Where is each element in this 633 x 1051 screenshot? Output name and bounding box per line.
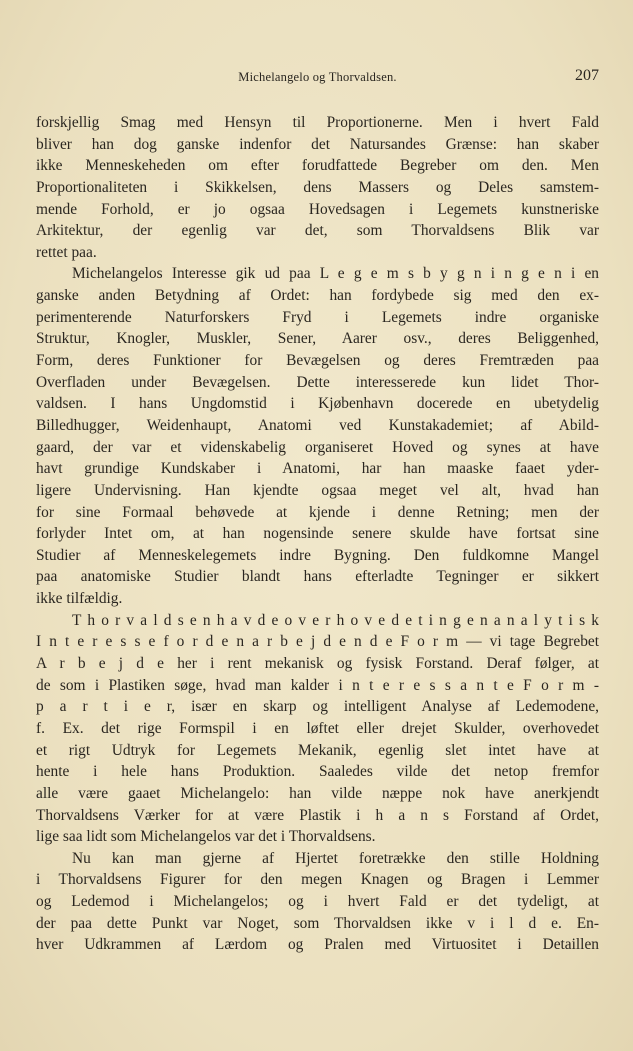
text-line: rettet paa. — [36, 243, 97, 261]
text-line: gaard, der var et videnskabelig organiseret Hoved og synes at have — [36, 438, 599, 456]
text-line: havt grundige Kundskaber i Anatomi, har han maaske faaet yder- — [36, 460, 599, 478]
body-text — [36, 112, 599, 956]
text-line: hver Udkrammen af Lærdom og Pralen med Virtuositet i Detaillen — [36, 936, 599, 954]
running-title: Michelangelo og Thorvaldsen. — [238, 70, 397, 84]
text-line: der paa dette Punkt var Noget, som Thorvaldsen ikke v i l d e. En- — [36, 914, 599, 932]
text-line: A r b e j d e her i rent mekanisk og fysisk Forstand. Deraf følger, at — [36, 655, 599, 673]
text-line: valdsen. I hans Ungdomstid i Kjøbenhavn docerede en ubetydelig — [36, 395, 599, 413]
text-line: p a r t i e r, især en skarp og intelligent Analyse af Ledemodene, — [36, 698, 599, 716]
text-line: ligere Undervisning. Han kjendte ogsaa meget vel alt, hvad han — [36, 481, 599, 499]
text-line: perimenterende Naturforskers Fryd i Legemets indre organiske — [36, 308, 599, 326]
text-line: Studier af Menneskelegemets indre Bygning. Den fuldkomne Mangel — [36, 546, 599, 564]
text-line: alle være gaaet Michelangelo: han vilde næppe nok have anerkjendt — [36, 784, 599, 802]
text-line: og Ledemod i Michelangelos; og i hvert Fald er det tydeligt, at — [36, 893, 599, 911]
text-line: ikke tilfældig. — [36, 590, 123, 608]
text-line: Overfladen under Bevægelsen. Dette interesserede kun lidet Thor- — [36, 373, 599, 391]
text-line: I n t e r e s s e f o r d e n a r b e j d e n d e F o r m — vi tage Begrebet — [36, 633, 599, 651]
text-line: hente i hele hans Produktion. Saaledes vilde det netop fremfor — [36, 763, 599, 781]
text-line: Struktur, Knogler, Muskler, Sener, Aarer osv., deres Beliggenhed, — [36, 330, 599, 348]
text-line: mende Forhold, er jo ogsaa Hovedsagen i Legemets kunstneriske — [36, 200, 599, 218]
text-line: ganske anden Betydning af Ordet: han fordybede sig med den ex- — [36, 287, 599, 305]
text-line: forlyder Intet om, at han nogensinde senere skulde have fortsat sine — [36, 525, 599, 543]
text-line: for sine Formaal behøvede at kjende i denne Retning; men der — [36, 503, 599, 521]
page-number: 207 — [575, 67, 599, 84]
text-line: Nu kan man gjerne af Hjertet foretrække den stille Holdning — [72, 849, 599, 867]
text-line: lige saa lidt som Michelangelos var det i Thorvaldsens. — [36, 828, 376, 846]
text-line: T h o r v a l d s e n h a v d e o v e r h o v e d e t i n g e n a n a l y t i s k — [72, 611, 599, 629]
text-line: Billedhugger, Weidenhaupt, Anatomi ved Kunstakademiet; af Abild- — [36, 416, 599, 434]
text-line: Form, deres Funktioner for Bevægelsen og deres Fremtræden paa — [36, 352, 599, 370]
text-line: de som i Plastiken søge, hvad man kalder i n t e r e s s a n t e F o r m - — [36, 676, 599, 694]
text-line: bliver han dog ganske indenfor det Natursandes Grænse: han skaber — [36, 135, 599, 153]
text-line: Michelangelos Interesse gik ud paa L e g e m s b y g n i n g e n i en — [72, 265, 599, 283]
text-line: Thorvaldsens Værker for at være Plastik i h a n s Forstand af Ordet, — [36, 806, 599, 824]
text-line: et rigt Udtryk for Legemets Mekanik, egenlig slet intet have at — [36, 741, 599, 759]
page-header — [36, 67, 599, 90]
text-line: Arkitektur, der egenlig var det, som Thorvaldsens Blik var — [36, 222, 599, 240]
text-line: forskjellig Smag med Hensyn til Proportionerne. Men i hvert Fald — [36, 114, 599, 131]
text-line: paa anatomiske Studier blandt hans efterladte Tegninger er sikkert — [36, 568, 599, 586]
text-line: ikke Menneskeheden om efter forudfattede Begreber om den. Men — [36, 157, 599, 175]
text-line: Proportionaliteten i Skikkelsen, dens Massers og Deles samstem- — [36, 178, 599, 196]
text-line: i Thorvaldsens Figurer for den megen Knagen og Bragen i Lemmer — [36, 871, 599, 889]
text-line: f. Ex. det rige Formspil i en løftet eller drejet Skulder, overhovedet — [36, 719, 599, 737]
